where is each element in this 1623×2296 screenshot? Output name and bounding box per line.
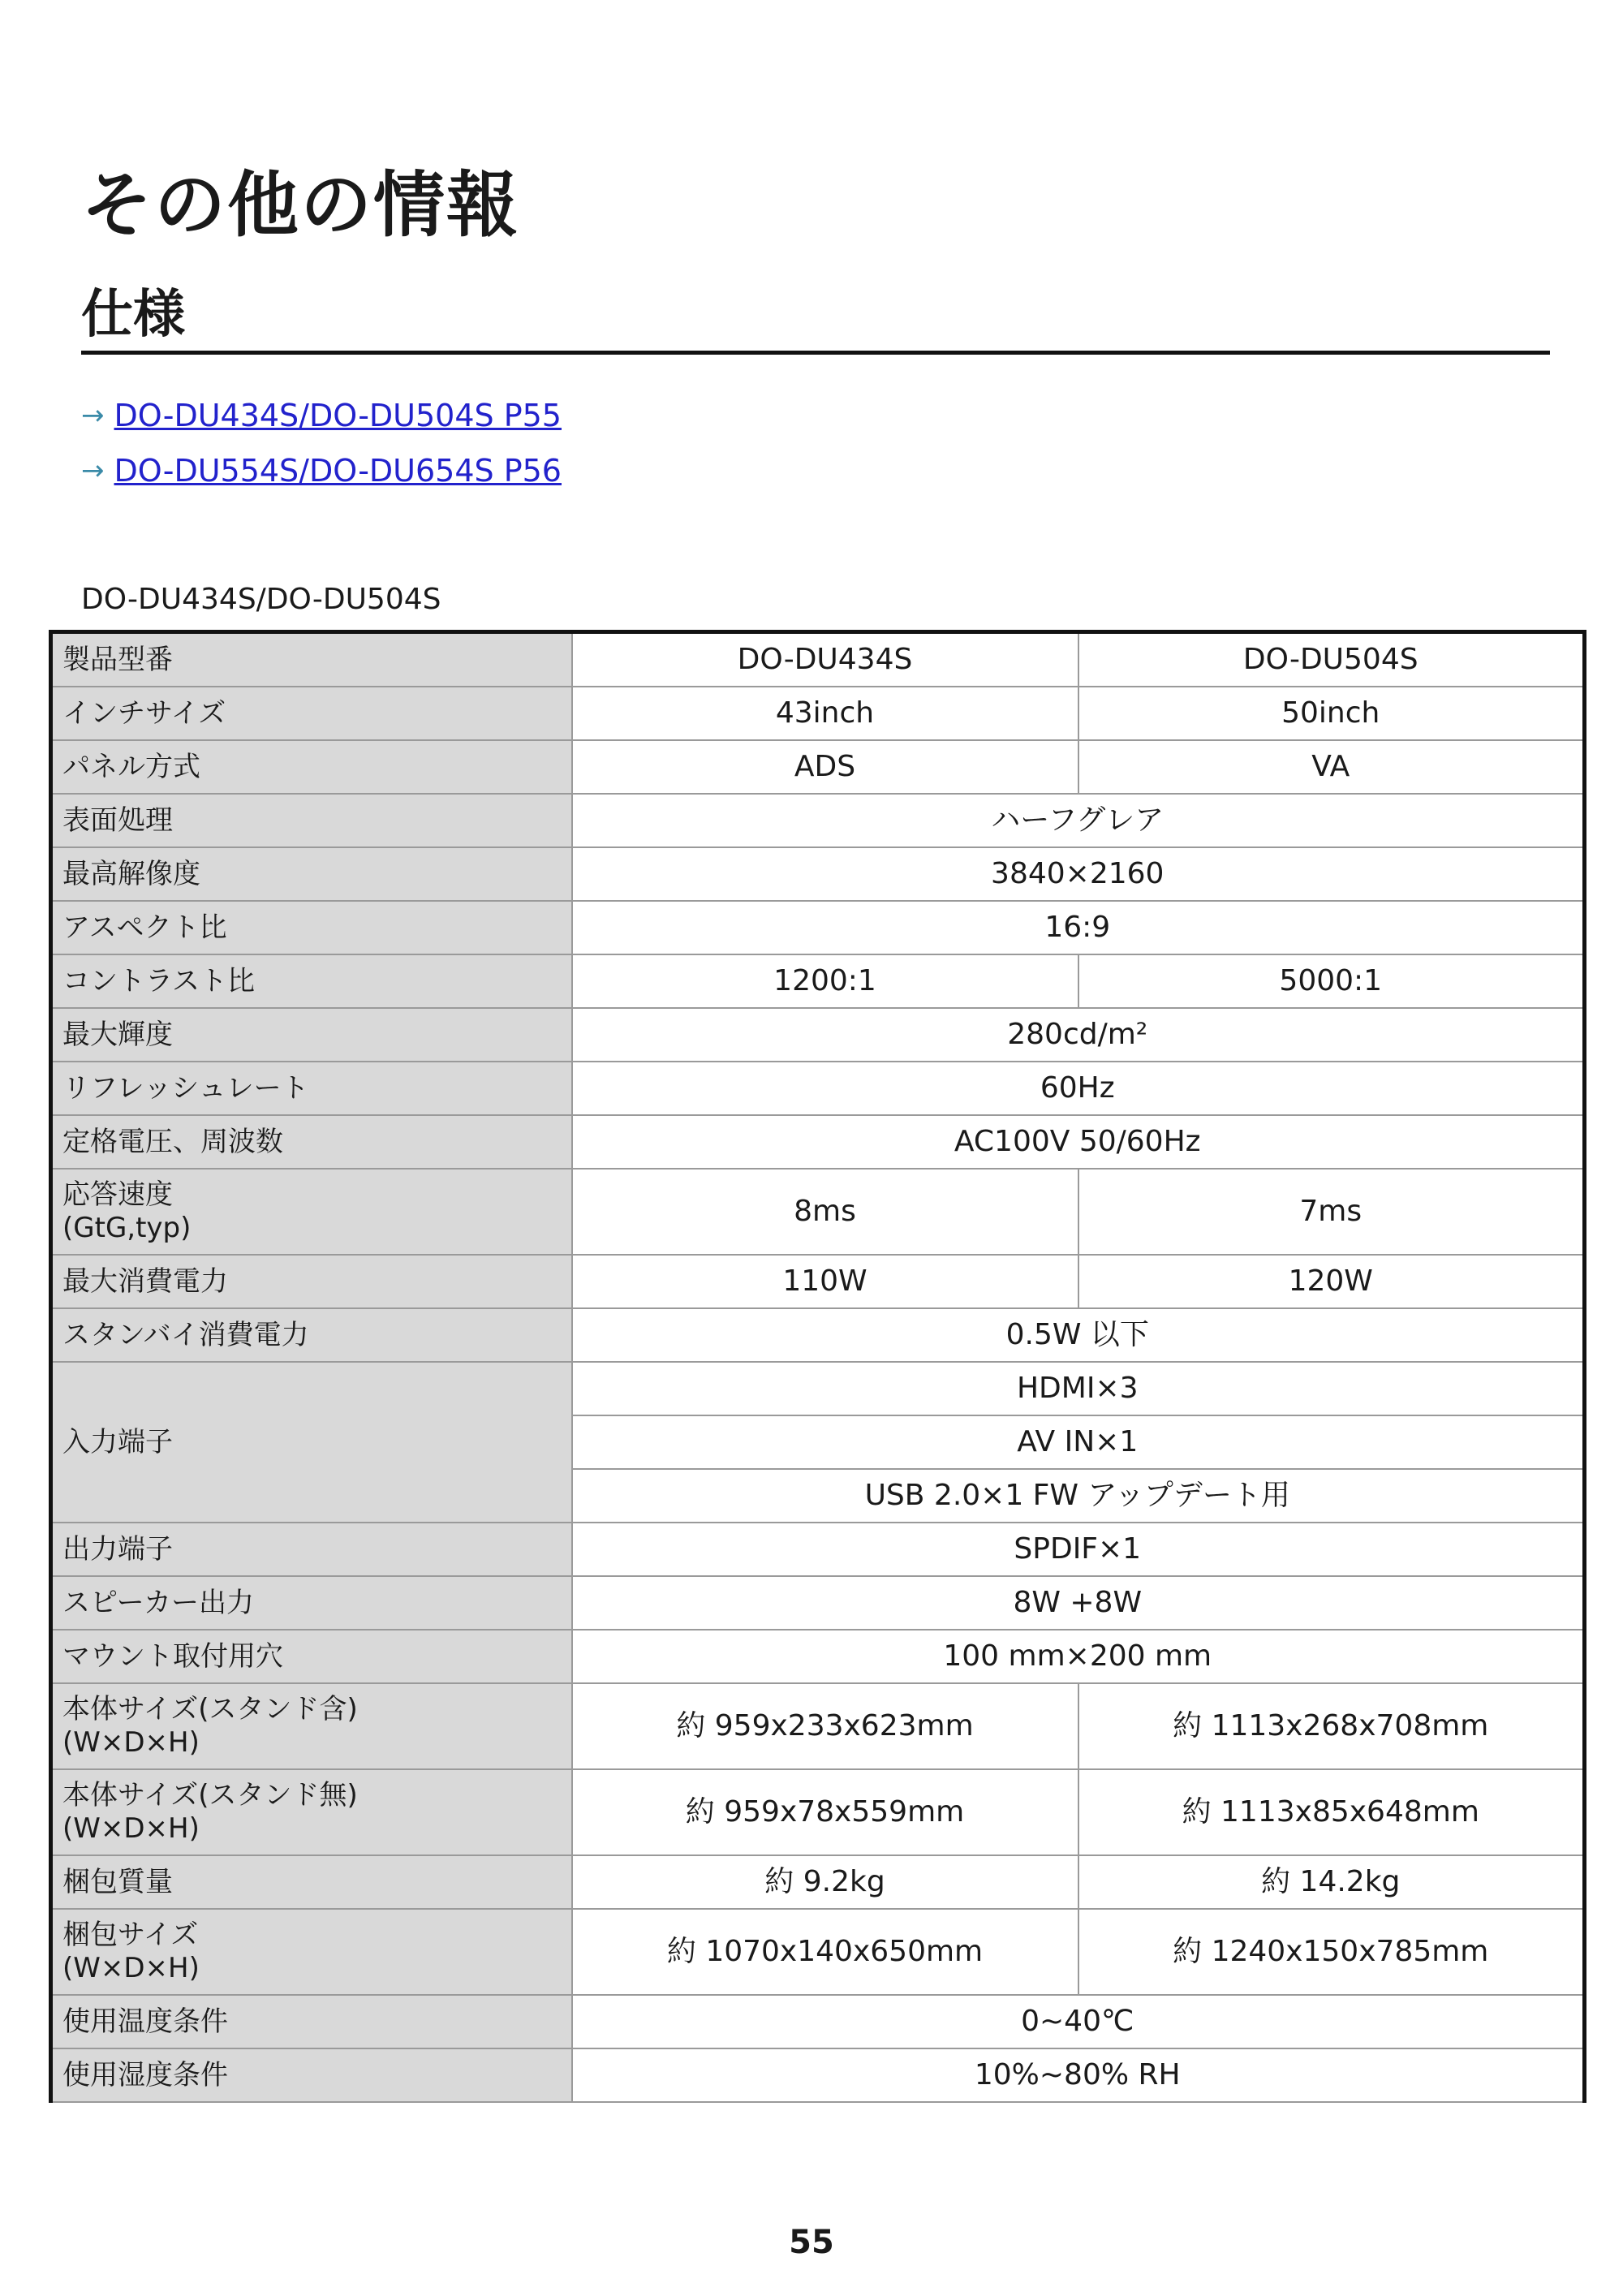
- cell-value: 5000:1: [1078, 954, 1585, 1008]
- cell-value: 約 959x233x623mm: [572, 1683, 1078, 1769]
- cell-value: 10%~80% RH: [572, 2048, 1585, 2102]
- cell-value: 約 1240x150x785mm: [1078, 1909, 1585, 1995]
- cell-value: SPDIF×1: [572, 1523, 1585, 1576]
- cell-value: DO-DU504S: [1078, 632, 1585, 687]
- arrow-right-icon: →: [81, 454, 105, 487]
- spec-links: [81, 388, 562, 498]
- spec-link-row: [81, 443, 562, 498]
- section-title: 仕様: [81, 285, 185, 345]
- table-row: [51, 632, 1585, 687]
- row-label: 定格電圧、周波数: [51, 1115, 572, 1169]
- cell-value: 50inch: [1078, 687, 1585, 740]
- row-label: [51, 1769, 572, 1855]
- cell-value: 16:9: [572, 901, 1585, 954]
- cell-value: 8W +8W: [572, 1576, 1585, 1630]
- table-caption: DO-DU434S/DO-DU504S: [81, 583, 441, 616]
- table-row: [51, 687, 1585, 740]
- spec-link-row: [81, 388, 562, 443]
- row-label: アスペクト比: [51, 901, 572, 954]
- cell-value: 0~40℃: [572, 1995, 1585, 2048]
- row-label: 最高解像度: [51, 847, 572, 901]
- table-row: [51, 1683, 1585, 1769]
- row-label: [51, 1909, 572, 1995]
- row-label: 梱包質量: [51, 1855, 572, 1909]
- cell-value: ADS: [572, 740, 1078, 794]
- table-row: [51, 2048, 1585, 2102]
- row-label: 出力端子: [51, 1523, 572, 1576]
- row-label: インチサイズ: [51, 687, 572, 740]
- cell-value: VA: [1078, 740, 1585, 794]
- cell-value: 約 1113x85x648mm: [1078, 1769, 1585, 1855]
- table-row: [51, 1062, 1585, 1115]
- cell-value: AC100V 50/60Hz: [572, 1115, 1585, 1169]
- row-label: 最大輝度: [51, 1008, 572, 1062]
- row-label: 入力端子: [51, 1362, 572, 1523]
- table-row: [51, 1008, 1585, 1062]
- table-row: [51, 1855, 1585, 1909]
- row-label-line: (W×D×H): [62, 1812, 200, 1845]
- page-number: 55: [789, 2224, 834, 2261]
- cell-value: 280cd/m²: [572, 1008, 1585, 1062]
- cell-value: 110W: [572, 1255, 1078, 1308]
- row-label-line: 梱包サイズ: [62, 1919, 199, 1952]
- table-row: [51, 1362, 1585, 1415]
- table-row: [51, 1909, 1585, 1995]
- row-label: 表面処理: [51, 794, 572, 847]
- cell-value: 約 9.2kg: [572, 1855, 1078, 1909]
- row-label: [51, 1169, 572, 1255]
- page-title: その他の情報: [81, 163, 520, 247]
- table-row: [51, 1115, 1585, 1169]
- row-label-line: (W×D×H): [62, 1726, 200, 1759]
- cell-value: 約 1113x268x708mm: [1078, 1683, 1585, 1769]
- row-label: スピーカー出力: [51, 1576, 572, 1630]
- cell-value: AV IN×1: [572, 1415, 1585, 1469]
- row-label: リフレッシュレート: [51, 1062, 572, 1115]
- link-spec-p56[interactable]: DO-DU554S/DO-DU654S P56: [114, 453, 562, 489]
- section-divider: [81, 351, 1550, 355]
- table-row: [51, 740, 1585, 794]
- cell-value: 3840×2160: [572, 847, 1585, 901]
- cell-value: 7ms: [1078, 1169, 1585, 1255]
- row-label: 使用温度条件: [51, 1995, 572, 2048]
- table-row: [51, 1576, 1585, 1630]
- row-label: [51, 1683, 572, 1769]
- cell-value: 120W: [1078, 1255, 1585, 1308]
- arrow-right-icon: →: [81, 399, 105, 432]
- table-row: [51, 794, 1585, 847]
- row-label-line: 本体サイズ(スタンド無): [62, 1779, 358, 1812]
- row-label-line: 本体サイズ(スタンド含): [62, 1693, 358, 1726]
- table-row: [51, 1523, 1585, 1576]
- row-label: 製品型番: [51, 632, 572, 687]
- row-label: マウント取付用穴: [51, 1630, 572, 1683]
- table-row: [51, 1995, 1585, 2048]
- row-label: コントラスト比: [51, 954, 572, 1008]
- table-row: [51, 1255, 1585, 1308]
- cell-value: USB 2.0×1 FW アップデート用: [572, 1469, 1585, 1523]
- cell-value: 1200:1: [572, 954, 1078, 1008]
- table-row: [51, 1630, 1585, 1683]
- row-label: パネル方式: [51, 740, 572, 794]
- row-label-line: 応答速度: [62, 1178, 173, 1212]
- row-label: 使用湿度条件: [51, 2048, 572, 2102]
- cell-value: DO-DU434S: [572, 632, 1078, 687]
- row-label-line: (GtG,typ): [62, 1212, 192, 1244]
- row-label-line: (W×D×H): [62, 1952, 200, 1984]
- cell-value: HDMI×3: [572, 1362, 1585, 1415]
- cell-value: 約 1070x140x650mm: [572, 1909, 1078, 1995]
- link-spec-p55[interactable]: DO-DU434S/DO-DU504S P55: [114, 398, 562, 433]
- cell-value: 約 959x78x559mm: [572, 1769, 1078, 1855]
- table-row: [51, 847, 1585, 901]
- cell-value: 43inch: [572, 687, 1078, 740]
- table-row: [51, 901, 1585, 954]
- table-row: [51, 1169, 1585, 1255]
- cell-value: 0.5W 以下: [572, 1308, 1585, 1362]
- spec-table: [49, 630, 1586, 2103]
- row-label: スタンバイ消費電力: [51, 1308, 572, 1362]
- cell-value: 60Hz: [572, 1062, 1585, 1115]
- row-label: 最大消費電力: [51, 1255, 572, 1308]
- cell-value: ハーフグレア: [572, 794, 1585, 847]
- cell-value: 約 14.2kg: [1078, 1855, 1585, 1909]
- table-row: [51, 1769, 1585, 1855]
- table-row: [51, 954, 1585, 1008]
- cell-value: 100 mm×200 mm: [572, 1630, 1585, 1683]
- table-row: [51, 1308, 1585, 1362]
- cell-value: 8ms: [572, 1169, 1078, 1255]
